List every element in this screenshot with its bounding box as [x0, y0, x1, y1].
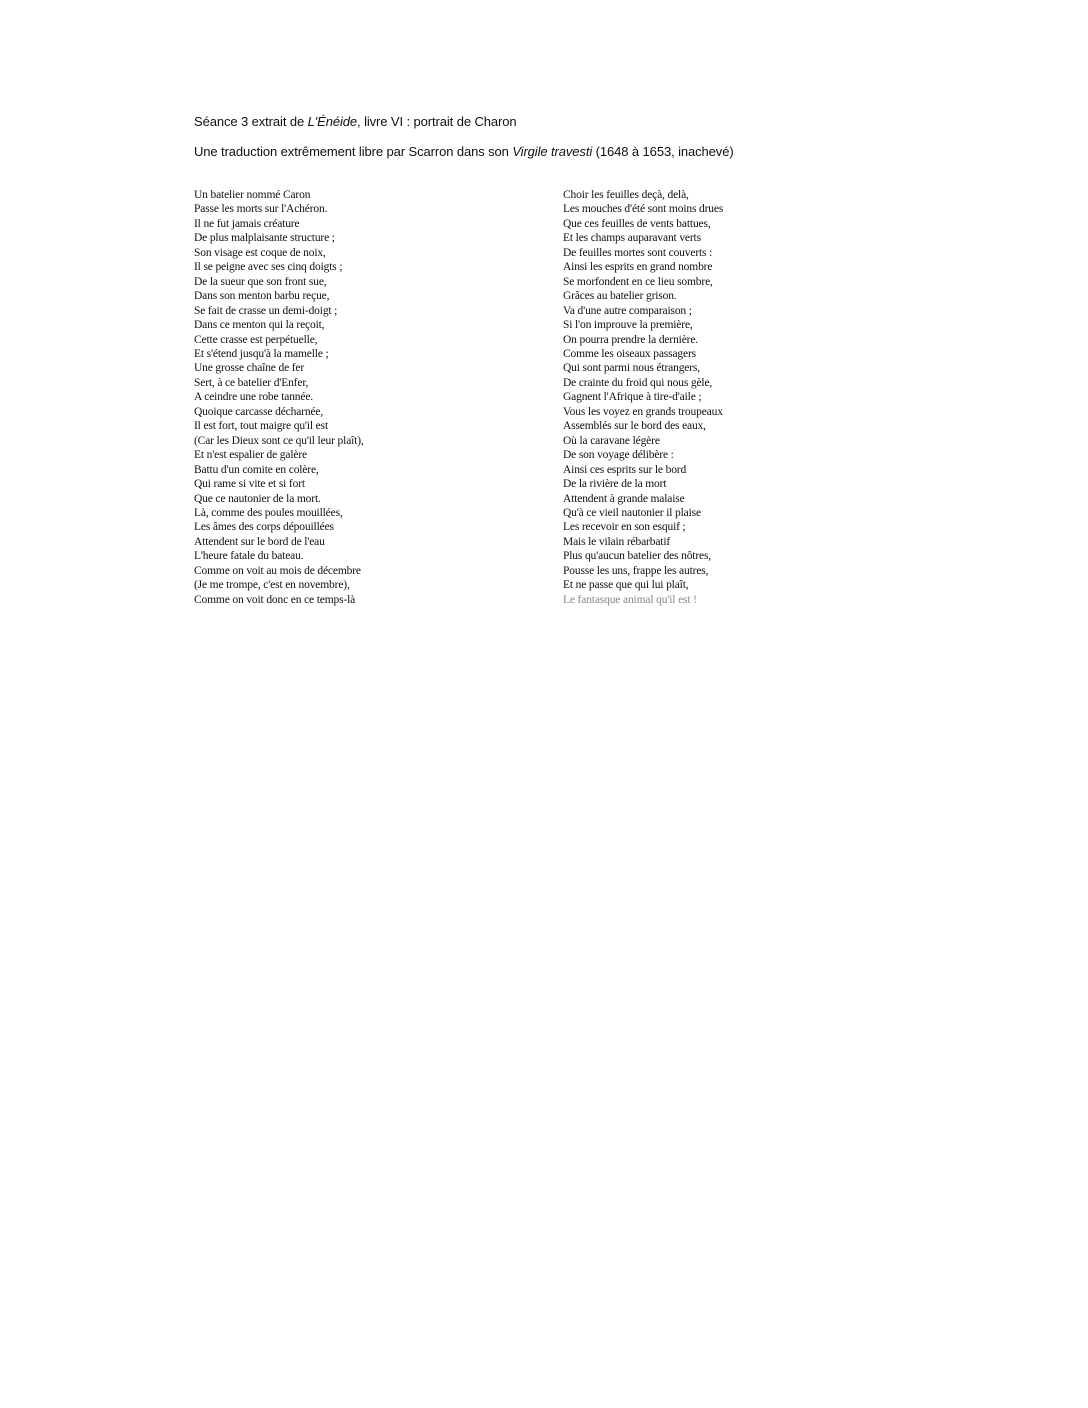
verse-line: De la sueur que son front sue,	[194, 275, 327, 288]
verse-line: Dans ce menton qui la reçoit,	[194, 319, 325, 332]
verse-line: Son visage est coque de noix,	[194, 246, 326, 259]
verse-line: Qui sont parmi nous étrangers,	[563, 362, 700, 375]
verse-line: Passe les morts sur l'Achéron.	[194, 203, 328, 216]
verse-line: Comme les oiseaux passagers	[563, 347, 696, 360]
verse-line: Qu'à ce vieil nautonier il plaise	[563, 506, 701, 519]
verse-line: Se morfondent en ce lieu sombre,	[563, 275, 713, 288]
verse-line: Comme on voit donc en ce temps-là	[194, 593, 356, 606]
verse-line: Cette crasse est perpétuelle,	[194, 333, 318, 346]
title-text-end: , livre VI : portrait de Charon	[357, 114, 517, 129]
verse-line: Et ne passe que qui lui plaît,	[563, 579, 689, 592]
verse-line: Ainsi ces esprits sur le bord	[563, 463, 687, 476]
verse-line: Comme on voit au mois de décembre	[194, 564, 361, 577]
verse-line: Se fait de crasse un demi-doigt ;	[194, 304, 338, 317]
verse-line: Et n'est espalier de galère	[194, 449, 307, 462]
verse-line: Et s'étend jusqu'à la mamelle ;	[194, 347, 329, 360]
verse-line: Que ce nautonier de la mort.	[194, 492, 321, 505]
verse-line: Si l'on improuve la première,	[563, 319, 693, 332]
verse-line: (Car les Dieux sont ce qu'il leur plaît),	[194, 434, 364, 447]
subtitle-text: Une traduction extrêmement libre par Scarron dans son	[194, 144, 513, 159]
verse-line: De plus malplaisante structure ;	[194, 232, 335, 245]
verse-line: Le fantasque animal qu'il est !	[563, 593, 697, 606]
verse-line: Sert, à ce batelier d'Enfer,	[194, 376, 309, 389]
verse-line: Il ne fut jamais créature	[194, 217, 300, 230]
verse-line: Choir les feuilles deçà, delà,	[563, 189, 689, 201]
verse-line: On pourra prendre la dernière.	[563, 333, 699, 346]
verse-line: Battu d'un comite en colère,	[194, 463, 319, 476]
verse-line: Dans son menton barbu reçue,	[194, 290, 330, 303]
verse-line: (Je me trompe, c'est en novembre),	[194, 579, 350, 592]
title-work-name: L'Énéide	[307, 114, 358, 129]
page-title	[194, 114, 517, 129]
verse-line: De crainte du froid qui nous gèle,	[563, 376, 713, 389]
verse-line: Ainsi les esprits en grand nombre	[563, 261, 713, 274]
poem-right-column	[563, 188, 723, 607]
subtitle-work-name: Virgile travesti	[512, 144, 593, 159]
verse-line: Un batelier nommé Caron	[194, 189, 311, 201]
verse-line: Les mouches d'été sont moins drues	[563, 203, 724, 216]
verse-line: Vous les voyez en grands troupeaux	[563, 405, 723, 418]
verse-line: Mais le vilain rébarbatif	[563, 535, 671, 548]
verse-line: Il se peigne avec ses cinq doigts ;	[194, 261, 343, 274]
verse-line: Où la caravane légère	[563, 434, 660, 447]
verse-line: Quoique carcasse décharnée,	[194, 405, 324, 418]
verse-line: Les recevoir en son esquif ;	[563, 521, 686, 534]
verse-line: Attendent à grande malaise	[563, 492, 685, 505]
verse-line: Qui rame si vite et si fort	[194, 478, 305, 491]
verse-line: Que ces feuilles de vents battues,	[563, 217, 711, 230]
verse-line: Il est fort, tout maigre qu'il est	[194, 420, 328, 433]
title-text: Séance 3 extrait de	[194, 114, 308, 129]
verse-line: Gagnent l'Afrique à tire-d'aile ;	[563, 391, 702, 404]
verse-line: De son voyage délibère :	[563, 449, 674, 462]
verse-line: De feuilles mortes sont couverts :	[563, 246, 713, 259]
verse-line: Pousse les uns, frappe les autres,	[563, 564, 709, 577]
verse-line: Attendent sur le bord de l'eau	[194, 535, 325, 548]
verse-line: De la rivière de la mort	[563, 478, 667, 491]
verse-line: Assemblés sur le bord des eaux,	[563, 420, 706, 433]
verse-line: A ceindre une robe tannée.	[194, 391, 314, 404]
verse-line: Plus qu'aucun batelier des nôtres,	[563, 550, 712, 563]
verse-line: Une grosse chaîne de fer	[194, 362, 305, 375]
verse-line: Et les champs auparavant verts	[563, 232, 701, 245]
verse-line: L'heure fatale du bateau.	[194, 550, 304, 563]
verse-line: Là, comme des poules mouillées,	[194, 506, 343, 519]
verse-line: Grâces au batelier grison.	[563, 290, 677, 303]
poem-left-column	[194, 188, 364, 607]
page-subtitle	[194, 144, 734, 159]
verse-line: Va d'une autre comparaison ;	[563, 304, 692, 317]
verse-line: Les âmes des corps dépouillées	[194, 521, 334, 534]
subtitle-text-end: (1648 à 1653, inachevé)	[592, 144, 734, 159]
